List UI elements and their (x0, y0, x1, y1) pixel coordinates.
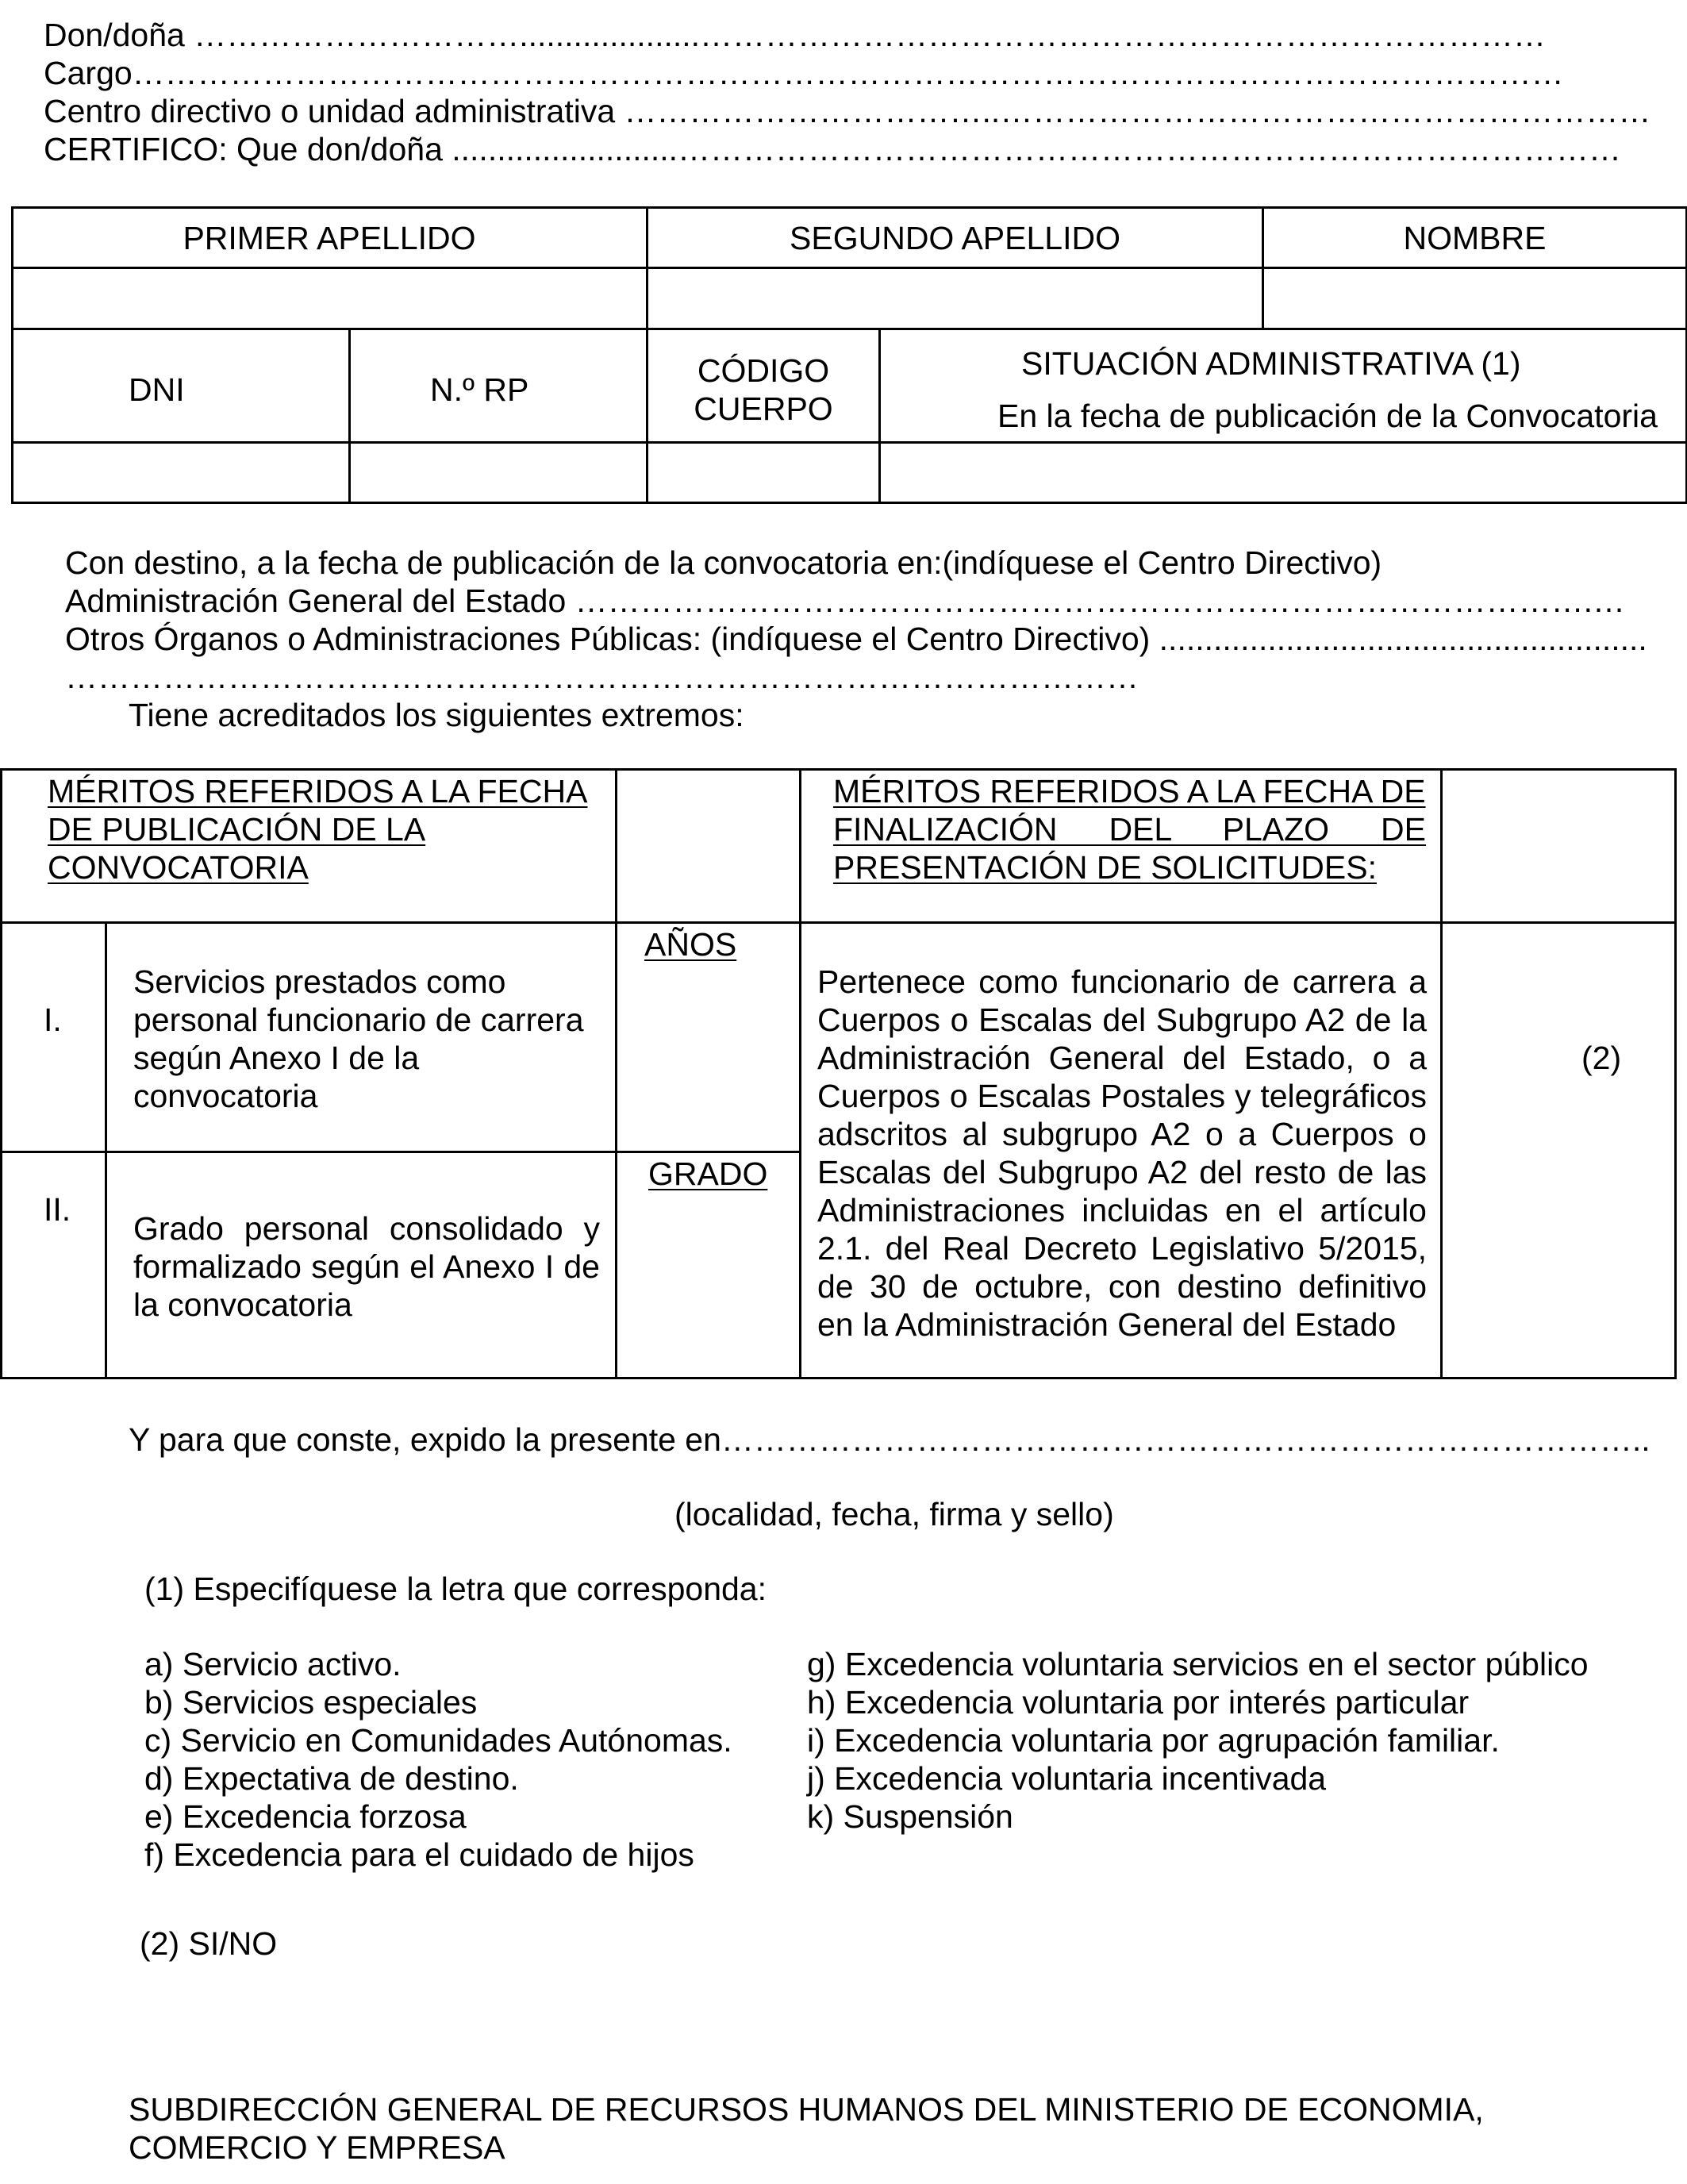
expido-line: Y para que conste, expido la presente en………………………………………………………………………….. (129, 1421, 1650, 1458)
col-situacion-title: SITUACIÓN ADMINISTRATIVA (1) (1021, 345, 1521, 382)
footnote1-right-g: g) Excedencia voluntaria servicios en el sector público (807, 1646, 1589, 1682)
col-segundo-apellido: SEGUNDO APELLIDO (790, 220, 1120, 256)
header-don-dona: Don/doña …………………………....................…………………………………………………………………… (44, 17, 1547, 53)
footer-line2: COMERCIO Y EMPRESA (129, 2129, 505, 2166)
footnote1-right-h: h) Excedencia voluntaria por interés particular (807, 1684, 1470, 1721)
codigo-line1: CÓDIGO (697, 352, 830, 389)
right-merit-text: Pertenece como funcionario de carrera a Cuerpos o Escalas del Subgrupo A2 de la Administración General del Estado, o a Cuerpos o Escalas Postales y telegráficos adscritos al subgrupo A2 o a Cuerpos o Escalas del Subgrupo A2 del resto de las Administraciones incluidas en el artículo 2.1. del Real Decreto Legislativo 5/2015, de 30 de octubre, con destino definitivo en la Administración General del Estado (817, 963, 1427, 1343)
destino-line3: Otros Órganos o Administraciones Públicas: (indíquese el Centro Directivo) ...................................................... (65, 621, 1647, 657)
col-nombre: NOMBRE (1403, 220, 1547, 256)
footnote1-right-k: k) Suspensión (807, 1798, 1013, 1835)
left-header-3: CONVOCATORIA (48, 849, 309, 886)
left-header-1: MÉRITOS REFERIDOS A LA FECHA (48, 773, 588, 809)
header-centro-directivo: Centro directivo o unidad administrativa ……………………………..…………………………………………………… (44, 93, 1651, 129)
row1-text: Servicios prestados como personal funcionario de carrera según Anexo I de la convocatoria (133, 963, 584, 1114)
destino-line1: Con destino, a la fecha de publicación de la convocatoria en:(indíquese el Centro Directivo) (65, 544, 1382, 581)
footnote1-left-f: f) Excedencia para el cuidado de hijos (144, 1836, 694, 1873)
footnote1-left-e: e) Excedencia forzosa (144, 1798, 467, 1835)
footnote1-left-a: a) Servicio activo. (144, 1646, 402, 1682)
row1-number: I. (44, 1002, 62, 1038)
footnote1-left-c: c) Servicio en Comunidades Autónomas. (144, 1722, 732, 1759)
footnote1-left-d: d) Expectativa de destino. (144, 1760, 519, 1797)
footer-line1: SUBDIRECCIÓN GENERAL DE RECURSOS HUMANOS DEL MINISTERIO DE ECONOMIA, (129, 2091, 1484, 2128)
footnote1-right-j: j) Excedencia voluntaria incentivada (807, 1760, 1327, 1797)
footnote1-left-b: b) Servicios especiales (144, 1684, 478, 1721)
col-nrp: N.º RP (430, 371, 529, 408)
destino-line5: Tiene acreditados los siguientes extremos: (129, 697, 744, 733)
right-header-2: FINALIZACIÓN DEL PLAZO DE (833, 811, 1426, 848)
header-certifico: CERTIFICO: Que don/doña .........................…………………………………………………………………………… (44, 131, 1622, 167)
destino-line4: ……………………………………………………………………………………… (65, 659, 1139, 695)
footnote2: (2) SI/NO (140, 1925, 278, 1962)
header-cargo: Cargo…………………………………………………………………………………………………………………… (44, 55, 1564, 91)
col-primer-apellido: PRIMER APELLIDO (183, 220, 476, 256)
localidad-line: (localidad, fecha, firma y sello) (674, 1496, 1114, 1532)
right-header-1: MÉRITOS REFERIDOS A LA FECHA DE (833, 773, 1426, 809)
col-situacion-subtitle: En la fecha de publicación de la Convocatoria (997, 398, 1658, 434)
footnote1-title: (1) Especifíquese la letra que corresponda: (144, 1571, 767, 1607)
row2-number: II. (44, 1191, 71, 1228)
codigo-line2: CUERPO (694, 390, 833, 427)
row2-grade-label: GRADO (648, 1155, 768, 1192)
footnote1-right-i: i) Excedencia voluntaria por agrupación familiar. (807, 1722, 1500, 1759)
row2-text: Grado personal consolidado y formalizado según el Anexo I de la convocatoria (133, 1210, 600, 1323)
right-header-3: PRESENTACIÓN DE SOLICITUDES: (833, 849, 1377, 886)
note-2-marker: (2) (1581, 1040, 1622, 1076)
col-codigo-cuerpo (648, 352, 878, 428)
destino-line2: Administración General del Estado ………………………………………………………………………………….… (65, 583, 1626, 619)
row1-years-label: AÑOS (644, 926, 737, 963)
col-dni: DNI (129, 371, 185, 408)
left-header-2: DE PUBLICACIÓN DE LA (48, 811, 426, 848)
